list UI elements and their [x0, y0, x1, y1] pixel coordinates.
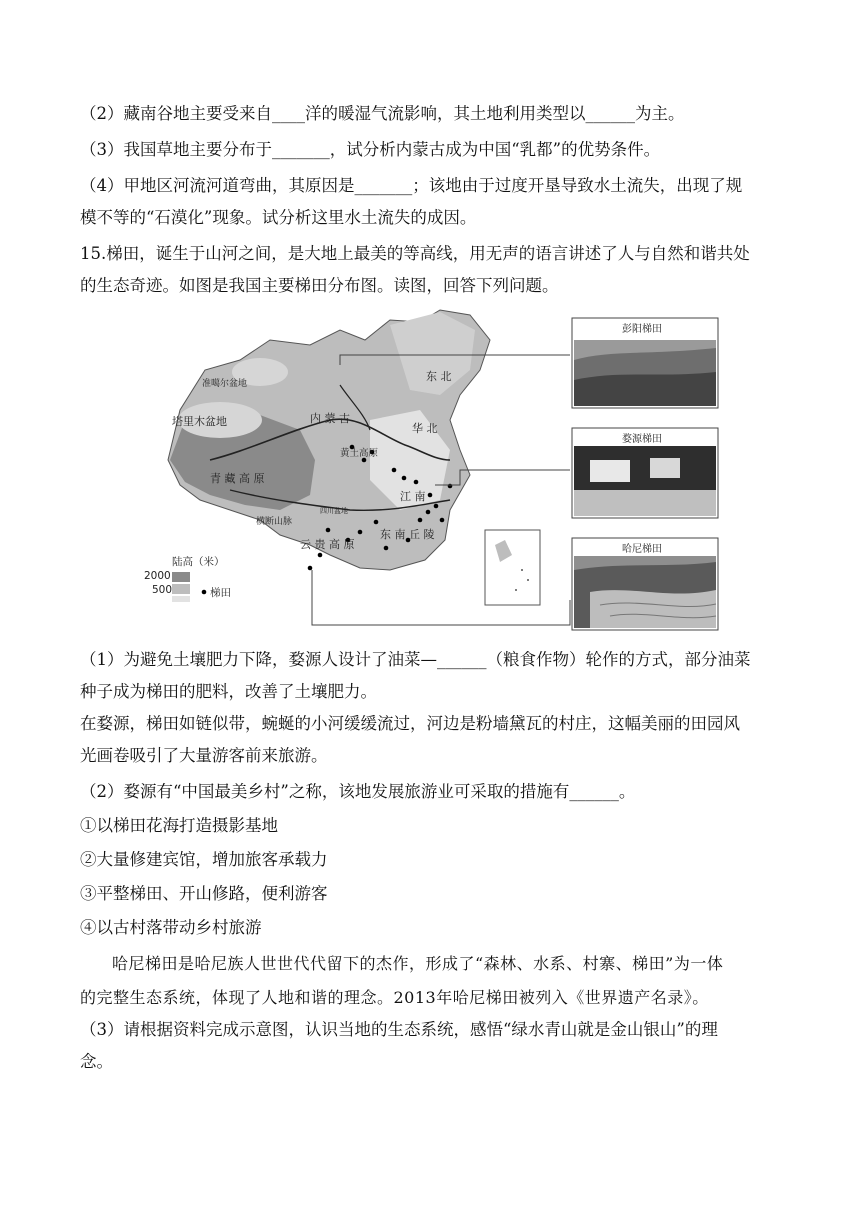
option-1: ①以梯田花海打造摄影基地 [80, 816, 278, 835]
hani-passage-line1: 哈尼梯田是哈尼族人世世代代留下的杰作，形成了“森林、水系、村寨、梯田”为一体 [112, 954, 724, 973]
legend-swatch-high [172, 572, 190, 582]
question-14-3: （3）我国草地主要分布于_______，试分析内蒙古成为中国“乳都”的优势条件。 [80, 140, 661, 159]
photo-caption-pengyang: 彭阳梯田 [622, 324, 662, 335]
label-junggar: 准噶尔盆地 [202, 379, 248, 389]
question-15-1-line1: （1）为避免土壤肥力下降，婺源人设计了油菜—______（粮食作物）轮作的方式，部分油菜 [80, 650, 751, 669]
china-terrain-map [150, 300, 720, 632]
question-15-1-line2: 种子成为梯田的肥料，改善了土壤肥力。 [80, 682, 377, 701]
legend-title: 陆高（米） [172, 556, 225, 568]
legend-level-2000: 2000 [144, 570, 171, 582]
label-hengduan: 横断山脉 [256, 517, 293, 527]
question-14-4-line1: （4）甲地区河流河道弯曲，其原因是_______；该地由于过度开垦导致水土流失，出现了规 [80, 176, 743, 195]
passage-line1: 在婺源，梯田如链似带，蜿蜒的小河缓缓流过，河边是粉墙黛瓦的村庄，这幅美丽的田园风 [80, 714, 740, 733]
question-15-intro-line2: 的生态奇迹。如图是我国主要梯田分布图。读图，回答下列问题。 [80, 276, 559, 295]
label-northeast: 东 北 [426, 370, 452, 383]
photo-caption-hani: 哈尼梯田 [622, 544, 662, 555]
question-14-4-line2: 模不等的“石漠化”现象。试分析这里水土流失的成因。 [80, 208, 477, 227]
legend-swatch-low [172, 596, 190, 602]
label-yungui: 云 贵 高 原 [300, 538, 355, 551]
question-15-intro-line1: 15.梯田，诞生于山河之间，是大地上最美的等高线，用无声的语言讲述了人与自然和谐共处 [80, 244, 750, 263]
legend-terrace-dot [202, 590, 207, 595]
label-southeast: 东 南 丘 陵 [380, 528, 435, 541]
label-loess: 黄土高原 [340, 448, 379, 459]
question-15-2: （2）婺源有“中国最美乡村”之称，该地发展旅游业可采取的措施有______。 [80, 782, 636, 801]
legend-level-500: 500 [152, 584, 173, 596]
label-sichuan: 四川盆地 [320, 507, 348, 515]
passage-line2: 光画卷吸引了大量游客前来旅游。 [80, 746, 328, 765]
legend-terrace-label: 梯田 [210, 587, 231, 599]
label-inner-mongolia: 内 蒙 古 [310, 412, 350, 425]
legend-swatch-mid [172, 584, 190, 594]
question-15-3-line2: 念。 [80, 1052, 113, 1071]
question-15-3-line1: （3）请根据资料完成示意图，认识当地的生态系统，感悟“绿水青山就是金山银山”的理 [80, 1020, 718, 1039]
label-qingzang: 青 藏 高 原 [210, 472, 265, 485]
question-14-2: （2）藏南谷地主要受来自____洋的暖湿气流影响，其土地利用类型以______为主。 [80, 104, 685, 123]
label-tarim: 塔里木盆地 [172, 415, 227, 428]
option-3: ③平整梯田、开山修路，便利游客 [80, 884, 328, 903]
hani-passage-line2: 的完整生态系统，体现了人地和谐的理念。2013年哈尼梯田被列入《世界遗产名录》。 [80, 988, 709, 1007]
label-north-china: 华 北 [412, 422, 438, 435]
photo-caption-wuyuan: 婺源梯田 [622, 434, 662, 445]
option-4: ④以古村落带动乡村旅游 [80, 918, 262, 937]
label-jiangnan: 江 南 [400, 490, 426, 503]
terrace-distribution-figure [144, 300, 720, 632]
option-2: ②大量修建宾馆，增加旅客承载力 [80, 850, 328, 869]
